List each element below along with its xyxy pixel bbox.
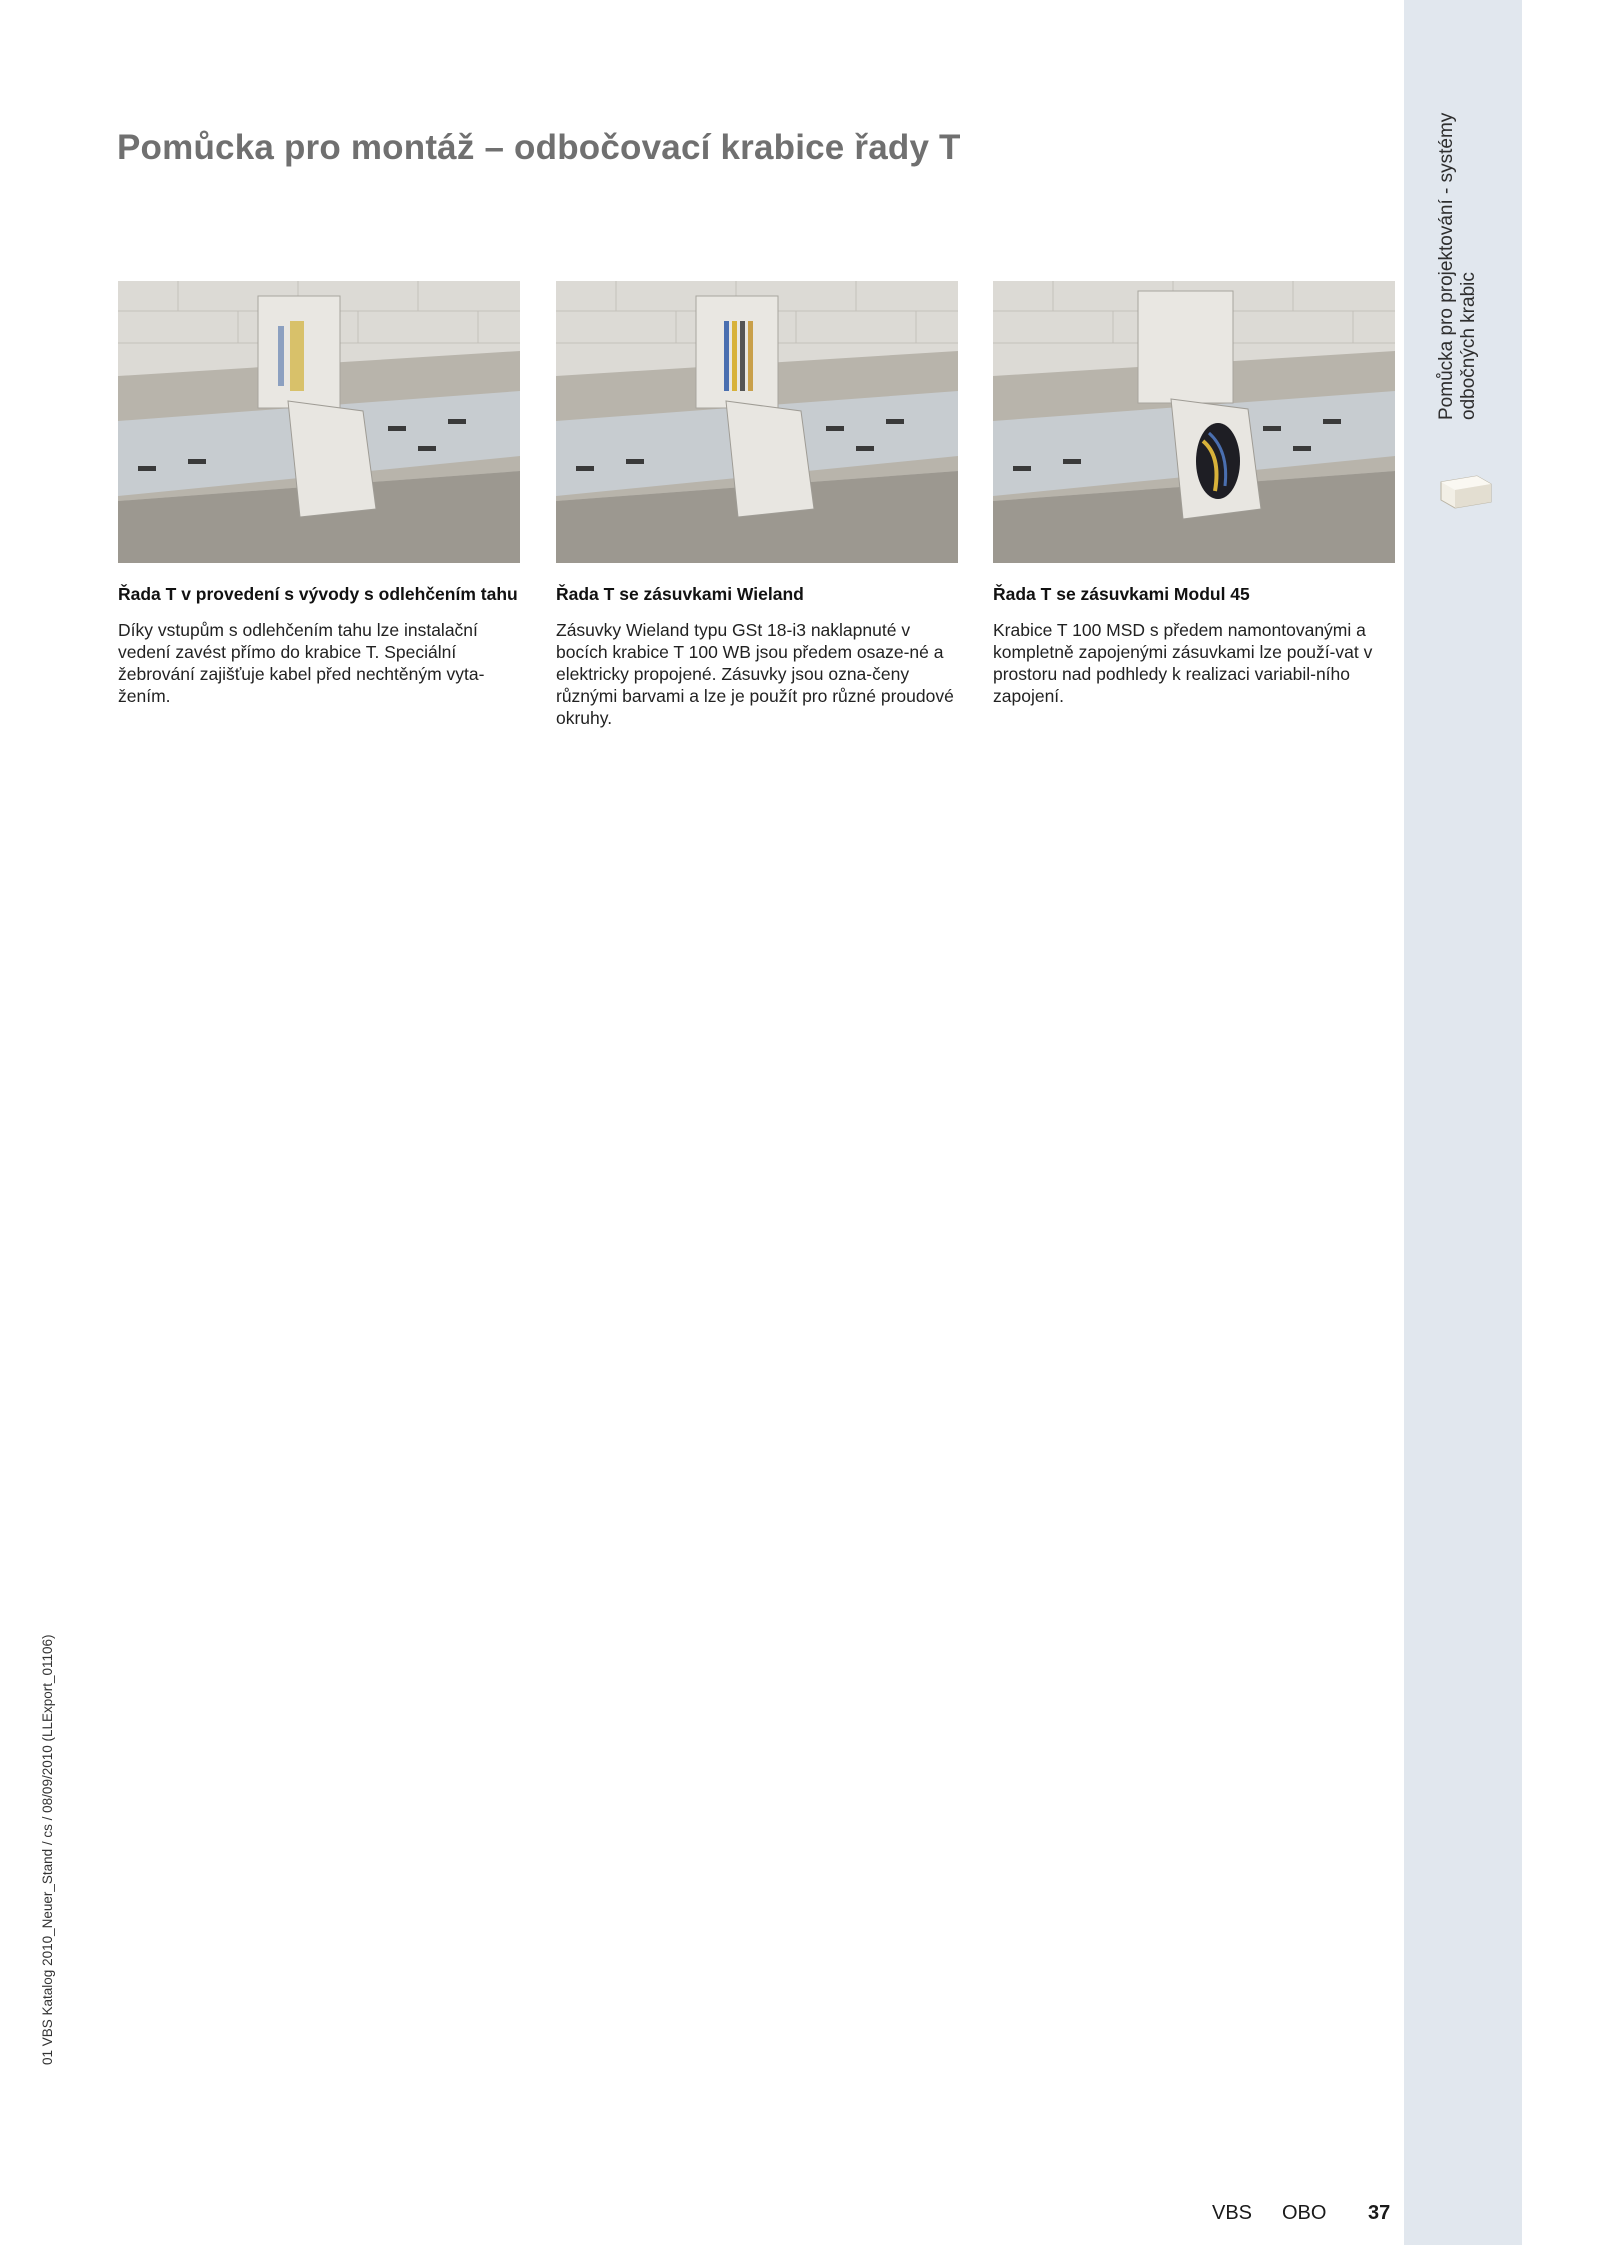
column-body: Krabice T 100 MSD s předem namontovanými a kompletně zapojenými zásuvkami lze použí-vat v prostoru nad podhledy k realizaci variabil-ního zapojení. bbox=[993, 620, 1373, 706]
print-job-note: 01 VBS Katalog 2010_Neuer_Stand / cs / 08/09/2010 (LLExport_01106) bbox=[40, 1634, 55, 2065]
column-body: Díky vstupům s odlehčením tahu lze instalační vedení zavést přímo do krabice T. Speciální žebrování zajišťuje kabel před nechtěným vyta-žením. bbox=[118, 620, 485, 706]
page-title: Pomůcka pro montáž – odbočovací krabice řady T bbox=[117, 128, 961, 167]
column-heading: Řada T se zásuvkami Wieland bbox=[556, 584, 804, 604]
footer-brand-vbs: VBS bbox=[1212, 2202, 1253, 2224]
product-photo-strain-relief bbox=[118, 281, 520, 563]
column-heading: Řada T v provedení s vývody s odlehčením tahu bbox=[118, 584, 518, 604]
column-body: Zásuvky Wieland typu GSt 18-i3 naklapnuté v bocích krabice T 100 WB jsou předem osaze-né a elektricky propojené. Zásuvky jsou ozna-čeny různými barvami a lze je použít pro různé proudové okruhy. bbox=[556, 620, 954, 728]
product-column-strain-relief bbox=[118, 281, 520, 707]
junction-box-thumbnail-icon bbox=[1437, 472, 1493, 512]
page-number: 37 bbox=[1368, 2202, 1391, 2224]
product-column-wieland bbox=[556, 281, 958, 729]
product-column-modul45 bbox=[993, 281, 1395, 707]
sidebar-section-label: Pomůcka pro projektování - systémy odbočných krabic bbox=[1436, 112, 1479, 420]
footer-brand-obo: OBO bbox=[1282, 2202, 1327, 2224]
product-photo-wieland bbox=[556, 281, 958, 563]
product-photo-modul45 bbox=[993, 281, 1395, 563]
column-heading: Řada T se zásuvkami Modul 45 bbox=[993, 584, 1250, 604]
